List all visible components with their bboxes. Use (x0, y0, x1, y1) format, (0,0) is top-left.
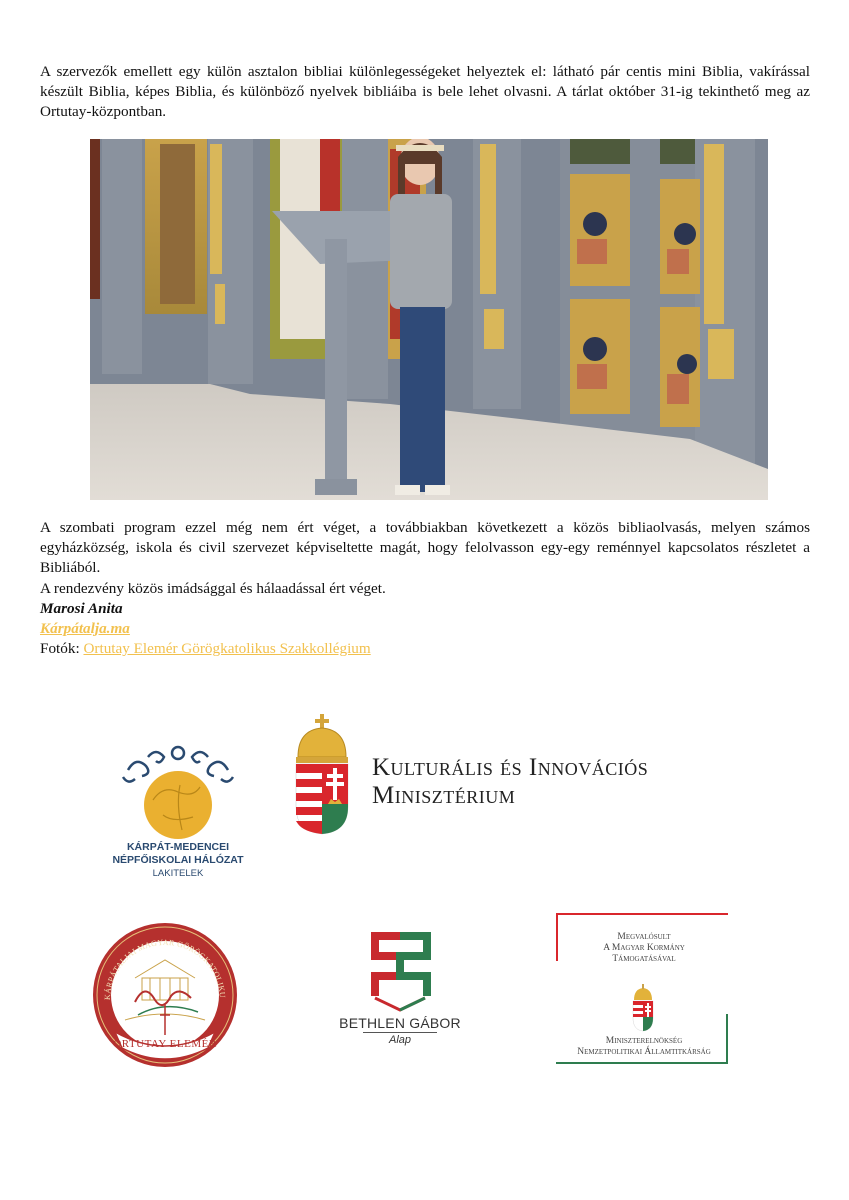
kmnh-emblem-icon (108, 745, 248, 840)
mnak-top1: Megvalósult (617, 932, 671, 942)
logo-karpat-medencei-nepfoiskolai-halozat (108, 745, 248, 885)
logo-bethlen-gabor-alap (335, 928, 465, 1053)
paragraph-program (40, 518, 810, 578)
ortutay-ring-text: KÁRPÁTALJAI MAGYAR GÖRÖGKATOLIKU (102, 937, 228, 1001)
photo-credit (40, 639, 371, 659)
bethlen-gabor-shield-icon (335, 928, 465, 1013)
photo-credit-label: Fotók: (40, 640, 84, 657)
bga-divider (363, 1032, 437, 1033)
kim-line2: Minisztérium (372, 782, 516, 809)
mnak-top2: A Magyar Kormány (603, 943, 685, 953)
paragraph-exhibition (40, 62, 810, 122)
author-name: Marosi Anita (40, 600, 123, 617)
green-frame-bottom (556, 1062, 728, 1064)
red-frame-top (556, 913, 728, 915)
mnak-bottom1: Miniszterelnökség (605, 1036, 683, 1046)
bga-title: BETHLEN GÁBOR (339, 1015, 461, 1031)
paragraph-program-text: A szombati program ezzel még nem ért véget, a továbbiakban következett a közös bibliaolvasás, melyen számos egyházközség, iskola és civil szervezet képviseltette magát, hogy felolvasson egy-egy reménnyel kapcsolatos részletet a Bibliából. (40, 519, 810, 576)
green-frame-right (726, 1014, 728, 1064)
logo-kulturalis-es-innovacios-miniszterium (292, 712, 712, 837)
kmnh-line1: KÁRPÁT-MEDENCEI (126, 841, 230, 853)
logo-miniszterelnokseg-nemzetpolitikai-allamtitkarsag (554, 910, 734, 1070)
kim-line1: Kulturális és Innovációs (372, 754, 649, 781)
closing-sentence: A rendezvény közös imádsággal és hálaadással ért véget. (40, 580, 386, 597)
event-photo (90, 139, 768, 500)
bga-subtitle: Alap (388, 1034, 412, 1046)
mnak-top3: Támogatásával (612, 954, 676, 964)
photo-credit-link[interactable]: Ortutay Elemér Görögkatolikus Szakkollégium (83, 640, 371, 657)
hungarian-coat-of-arms-icon (292, 712, 352, 837)
logo-ortutay-elemer-szakkollegium (90, 920, 240, 1070)
paragraph-exhibition-text: A szervezők emellett egy külön asztalon bibliai különlegességeket helyeztek el: látható pár centis mini Biblia, vakírással készült Biblia, képes Biblia, és különböző nyelvek bibliáiba is bele lehet olvasni. A tárlat október 31-ig tekinthető meg az Ortutay-központban. (40, 63, 810, 120)
small-coat-of-arms-icon (631, 984, 655, 1032)
source-link[interactable]: Kárpátalja.ma (40, 620, 130, 637)
photo-girl-reading-at-lectern (90, 139, 768, 500)
mnak-bottom2: Nemzetpolitikai Államtitkárság (577, 1047, 711, 1057)
kmnh-line3: LAKITELEK (152, 868, 204, 879)
ortutay-banner-text: ORTUTAY ELEMÉR (113, 1038, 217, 1050)
kmnh-line2: NÉPFŐISKOLAI HÁLÓZAT (112, 854, 244, 866)
